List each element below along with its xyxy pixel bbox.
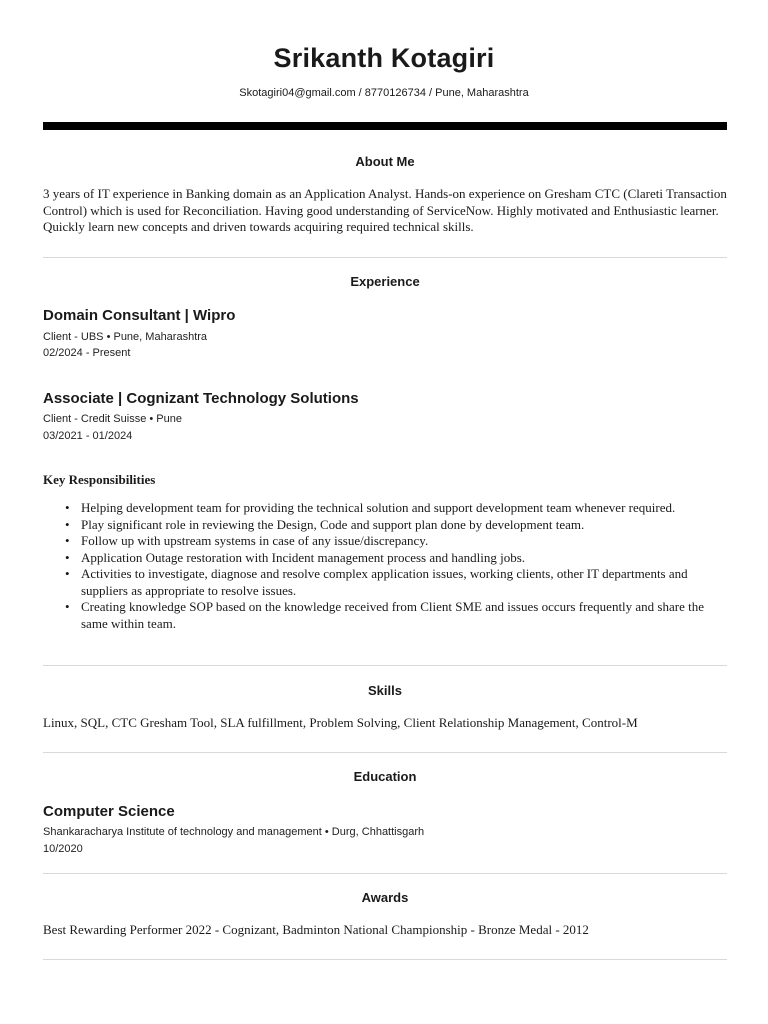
bullet-icon: •: [65, 599, 70, 614]
list-item: [43, 566, 727, 599]
bullet-icon: •: [65, 516, 70, 532]
job-client: Client - Credit Suisse • Pune: [43, 413, 182, 425]
responsibility-text: Application Outage restoration with Incident management process and handling jobs.: [81, 549, 526, 565]
about-text: 3 years of IT experience in Banking domain as an Application Analyst. Hands-on experience on Gresham CTC (Clareti Transaction Control) which is used for Reconciliation. Having good understanding of ServiceNow. Highly motivated and Enthusiastic learner. Quickly learn new concepts and driven towards acquiring required technical skills.: [43, 186, 727, 234]
bullet-icon: •: [65, 500, 70, 515]
awards-section-title: Awards: [361, 890, 409, 905]
list-item: [43, 550, 727, 567]
responsibility-text: Follow up with upstream systems in case of any issue/discrepancy.: [81, 533, 429, 548]
job-title: Associate | Cognizant Technology Solutions: [43, 390, 359, 407]
header-divider: [43, 122, 727, 130]
list-item: [43, 533, 727, 550]
contact-line: Skotagiri04@gmail.com / 8770126734 / Pune, Maharashtra: [239, 87, 529, 99]
bullet-icon: •: [65, 533, 70, 548]
awards-text: Best Rewarding Performer 2022 - Cognizant, Badminton National Championship - Bronze Medal - 2012: [43, 922, 589, 937]
responsibility-text: Creating knowledge SOP based on the knowledge received from Client SME and issues occurs frequently and share the same within team.: [81, 599, 704, 631]
responsibilities-list: [43, 500, 727, 632]
section-divider: [43, 959, 727, 960]
bullet-icon: •: [65, 549, 70, 565]
section-divider: [43, 752, 727, 753]
institute-line: Shankaracharya Institute of technology and management • Durg, Chhattisgarh: [43, 826, 425, 838]
degree-title: Computer Science: [43, 803, 175, 820]
responsibility-text: Play significant role in reviewing the Design, Code and support plan done by development team.: [81, 516, 585, 532]
job-dates: 03/2021 - 01/2024: [43, 430, 133, 442]
section-divider: [43, 665, 727, 666]
key-responsibilities-heading: Key Responsibilities: [43, 472, 156, 487]
job-client: Client - UBS • Pune, Maharashtra: [43, 331, 208, 343]
responsibility-text: Helping development team for providing the technical solution and support development team whenever required.: [81, 500, 676, 515]
bullet-icon: •: [65, 566, 70, 581]
section-divider: [43, 873, 727, 874]
graduation-date: 10/2020: [43, 843, 83, 855]
list-item: [43, 599, 727, 632]
about-section-title: About Me: [355, 154, 415, 169]
experience-section-title: Experience: [350, 274, 420, 289]
skills-section-title: Skills: [368, 683, 402, 698]
list-item: [43, 500, 727, 517]
responsibility-text: Activities to investigate, diagnose and resolve complex application issues, working clients, other IT departments and suppliers as appropriate to resolve issues.: [81, 566, 688, 598]
section-divider: [43, 257, 727, 258]
job-title: Domain Consultant | Wipro: [43, 307, 236, 324]
candidate-name: Srikanth Kotagiri: [273, 43, 495, 73]
skills-text: Linux, SQL, CTC Gresham Tool, SLA fulfillment, Problem Solving, Client Relationship Management, Control-M: [43, 715, 638, 730]
list-item: [43, 517, 727, 534]
education-section-title: Education: [353, 769, 417, 784]
job-dates: 02/2024 - Present: [43, 347, 131, 359]
